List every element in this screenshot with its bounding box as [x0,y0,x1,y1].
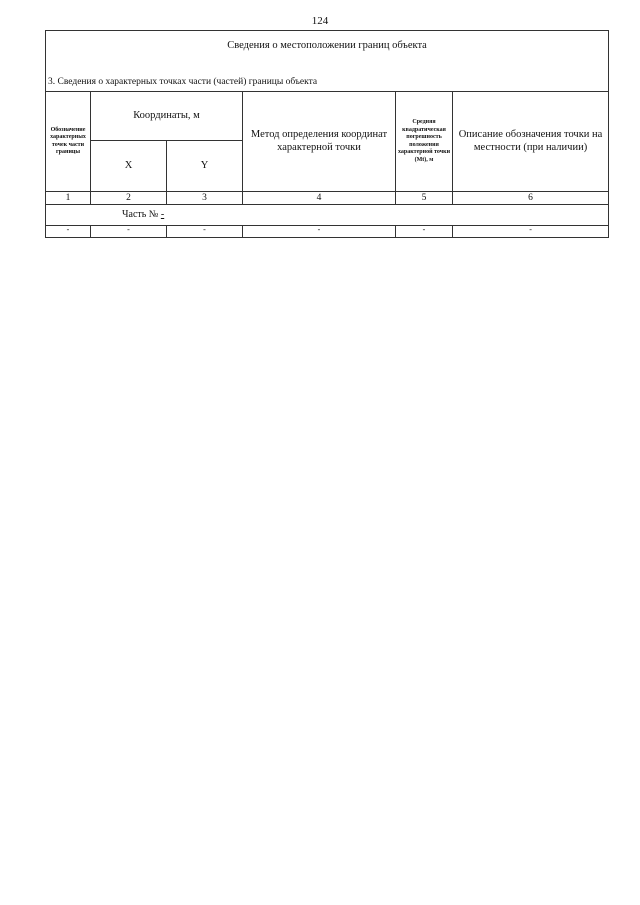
header-point-designation: Обозначение характерных точек части границы [46,92,91,192]
table-cell: - [453,226,609,238]
header-description: Описание обозначения точки на местности (при наличии) [453,92,609,192]
section-title: 3. Сведения о характерных точках части (частей) границы объекта [46,73,609,92]
header-x: X [91,141,167,192]
part-row [46,205,609,226]
column-number: 4 [243,192,396,205]
column-number: 6 [453,192,609,205]
document-title: Сведения о местоположении границ объекта [46,31,609,74]
header-y: Y [167,141,243,192]
header-method: Метод определения координат характерной точки [243,92,396,192]
table-cell: - [396,226,453,238]
column-number: 3 [167,192,243,205]
column-number: 2 [91,192,167,205]
header-coordinates: Координаты, м [91,92,243,141]
header-accuracy: Средняя квадратическая погрешность положения характерной точки (Mt), м [396,92,453,192]
table-cell: - [46,226,91,238]
page-number: 124 [311,15,329,27]
table-cell: - [243,226,396,238]
column-number: 5 [396,192,453,205]
part-number: - [160,209,165,221]
boundary-points-table [45,30,609,238]
column-number: 1 [46,192,91,205]
table-cell: - [91,226,167,238]
table-cell: - [167,226,243,238]
part-label: Часть № [122,209,159,221]
